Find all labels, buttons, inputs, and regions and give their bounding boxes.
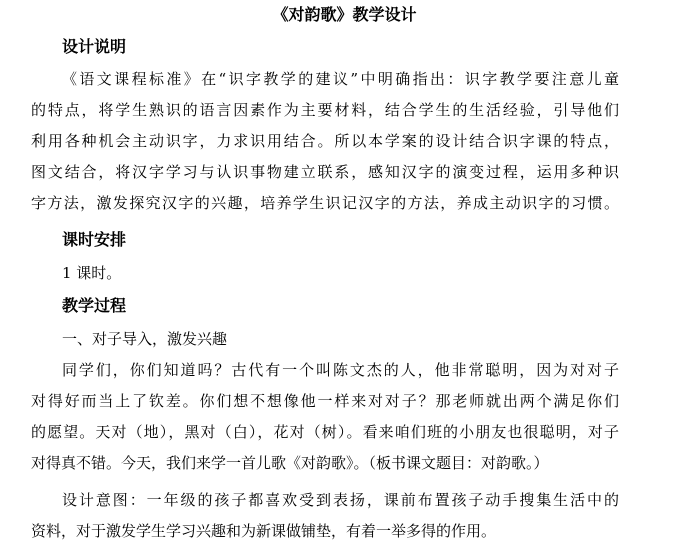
design-note-line-1: 《语文课程标准》在“识字教学的建议”中明确指出：识字教学要注意儿童 [62,70,619,88]
document-title: 《对韵歌》教学设计 [272,5,417,24]
step-1-line-2: 对得好而当上了钦差。你们想不想像他一样来对对子？那老师就出两个满足你们 [31,392,619,410]
schedule-text: 1 课时。 [62,264,122,282]
design-note-line-2: 的特点，将学生熟识的语言因素作为主要材料，结合学生的生活经验，引导他们 [31,101,619,119]
heading-process: 教学过程 [62,296,127,315]
step-1-line-4: 对得真不错。今天，我们来学一首儿歌《对韵歌》。（板书课文题目：对韵歌。） [31,454,549,472]
design-note-line-3: 利用各种机会主动识字，力求识用结合。所以本学案的设计结合识字课的特点， [31,132,619,150]
design-note-line-4: 图文结合，将汉字学习与认识事物建立联系，感知汉字的演变过程，运用多种识 [31,163,619,181]
heading-schedule: 课时安排 [62,230,127,249]
intent-line-1: 设计意图：一年级的孩子都喜欢受到表扬，课前布置孩子动手搜集生活中的 [62,491,619,509]
step-1-title: 一、对子导入，激发兴趣 [62,330,228,348]
heading-design-note: 设计说明 [62,37,127,56]
intent-line-2: 资料，对于激发学生学习兴趣和为新课做铺垫，有着一举多得的作用。 [31,522,497,540]
step-1-line-3: 的愿望。天对（地），黑对（白），花对（树）。看来咱们班的小朋友也很聪明，对子 [31,423,619,441]
step-1-line-1: 同学们，你们知道吗？古代有一个叫陈文杰的人，他非常聪明，因为对对子 [62,361,619,379]
design-note-line-5: 字方法，激发探究汉字的兴趣，培养学生识记汉字的方法，养成主动识字的习惯。 [31,194,619,212]
